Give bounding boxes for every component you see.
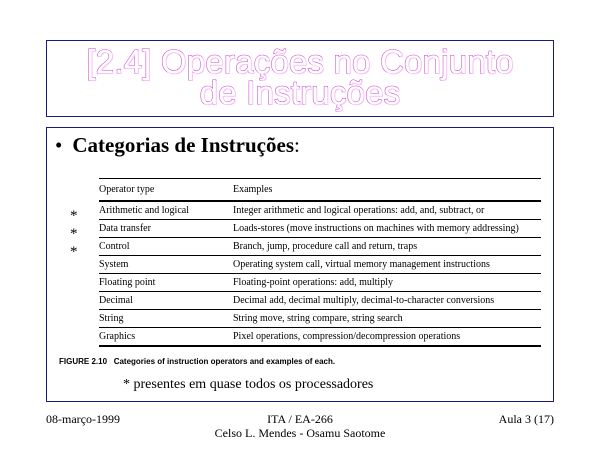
table-row <box>99 238 541 256</box>
operator-type-cell: Graphics <box>99 328 233 347</box>
footer-authors: Celso L. Mendes - Osamu Saotome <box>214 426 386 440</box>
table-row <box>99 292 541 310</box>
table-row <box>99 328 541 347</box>
examples-cell: Decimal add, decimal multiply, decimal-to-character conversions <box>233 292 541 310</box>
star-marker-arithmetic: * <box>70 208 78 224</box>
bullet-heading-colon: : <box>294 133 300 157</box>
bullet-heading-text: Categorias de Instruções <box>72 133 294 157</box>
footnote: * presentes em quase todos os processadores <box>123 377 374 392</box>
table-header-row <box>99 179 541 202</box>
footer-page-number: Aula 3 (17) <box>498 412 554 426</box>
table-row <box>99 201 541 220</box>
title-box <box>46 40 554 117</box>
figure-caption-text: Categories of instruction operators and examples of each. <box>113 357 336 366</box>
table-row <box>99 220 541 238</box>
operator-type-cell: System <box>99 256 233 274</box>
examples-cell: String move, string compare, string search <box>233 310 541 328</box>
examples-cell: Branch, jump, procedure call and return, traps <box>233 238 541 256</box>
figure-label: FIGURE 2.10 <box>59 357 108 366</box>
examples-cell: Floating-point operations: add, multiply <box>233 274 541 292</box>
table-row <box>99 310 541 328</box>
footer-course: ITA / EA-266 <box>267 412 333 426</box>
header-examples: Examples <box>233 179 541 202</box>
table-row <box>99 274 541 292</box>
figure-caption <box>59 357 335 366</box>
header-operator-type: Operator type <box>99 179 233 202</box>
footer-date: 08-março-1999 <box>46 412 120 426</box>
operator-type-cell: Data transfer <box>99 220 233 238</box>
examples-cell: Operating system call, virtual memory management instructions <box>233 256 541 274</box>
examples-cell: Loads-stores (move instructions on machines with memory addressing) <box>233 220 541 238</box>
table-row <box>99 256 541 274</box>
examples-cell: Integer arithmetic and logical operations: add, and, subtract, or <box>233 201 541 220</box>
operator-type-cell: Decimal <box>99 292 233 310</box>
bullet-heading <box>55 132 300 158</box>
star-marker-data-transfer: * <box>70 226 78 242</box>
operator-type-cell: Floating point <box>99 274 233 292</box>
operator-type-cell: Control <box>99 238 233 256</box>
operator-table <box>99 178 541 347</box>
operator-type-cell: String <box>99 310 233 328</box>
bullet-dot: • <box>55 133 63 157</box>
examples-cell: Pixel operations, compression/decompression operations <box>233 328 541 347</box>
footer-center <box>150 412 450 440</box>
operator-type-cell: Arithmetic and logical <box>99 201 233 220</box>
content-box <box>46 127 554 402</box>
slide-title-line-2: de Instruções <box>199 74 401 111</box>
slide-title-line-1: [2.4] Operações no Conjunto <box>86 43 514 80</box>
star-marker-control: * <box>70 244 78 260</box>
